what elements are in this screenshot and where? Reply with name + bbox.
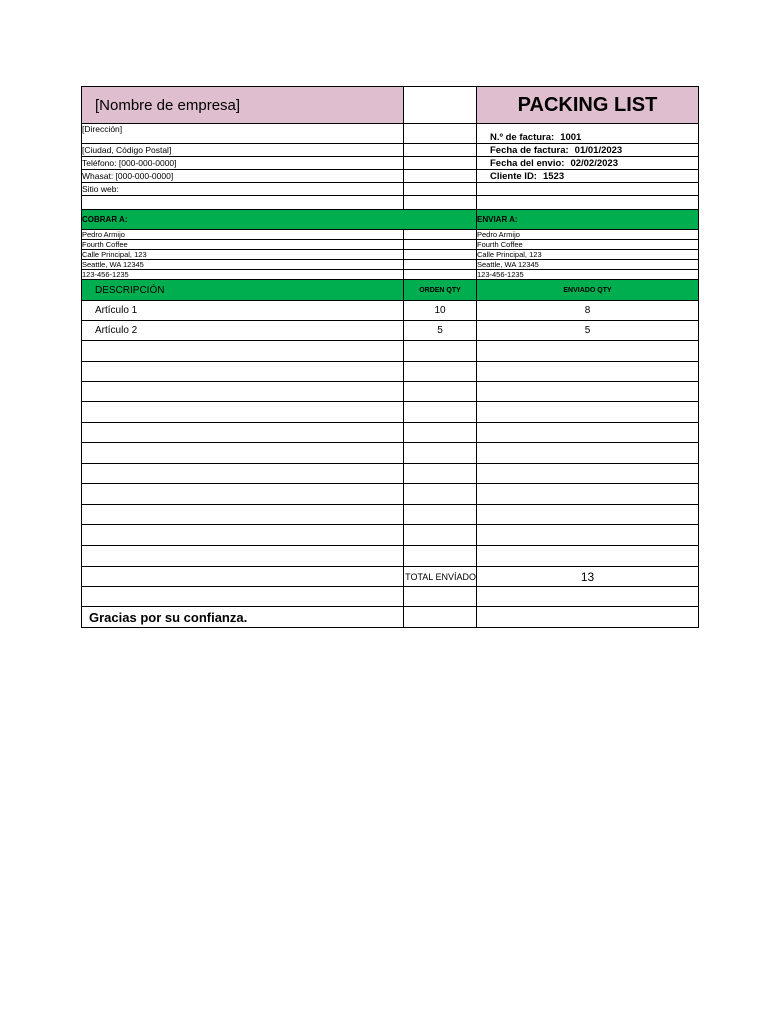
blank-cell — [477, 183, 699, 196]
item-order-qty[interactable]: 10 — [404, 301, 477, 321]
empty-cell[interactable] — [404, 546, 477, 567]
empty-cell[interactable] — [82, 341, 404, 362]
item-shipped-qty[interactable]: 8 — [477, 301, 699, 321]
table-row — [82, 382, 699, 402]
invoice-date-label: Fecha de factura: — [490, 144, 569, 156]
empty-cell[interactable] — [404, 587, 477, 607]
blank-cell — [404, 87, 477, 124]
ship-date-cell[interactable] — [477, 157, 699, 170]
empty-cell[interactable] — [404, 464, 477, 484]
blank-cell — [404, 260, 477, 270]
invoice-number-value: 1001 — [560, 132, 582, 143]
table-row — [82, 362, 699, 382]
items-header-row — [82, 280, 699, 301]
empty-cell[interactable] — [82, 362, 404, 382]
empty-cell[interactable] — [82, 546, 404, 567]
table-row — [82, 525, 699, 546]
company-city-zip[interactable]: [Ciudad, Código Postal] — [82, 144, 404, 157]
empty-cell[interactable] — [477, 402, 699, 423]
company-website[interactable]: Sitio web: — [82, 183, 404, 196]
total-shipped-label: TOTAL ENVÍADO — [404, 567, 477, 587]
empty-cell[interactable] — [477, 423, 699, 443]
blank-cell — [404, 270, 477, 280]
client-id-cell[interactable] — [477, 170, 699, 183]
empty-cell — [82, 567, 404, 587]
empty-cell[interactable] — [82, 587, 404, 607]
bill-to-line[interactable]: Seattle, WA 12345 — [82, 260, 404, 270]
empty-cell[interactable] — [477, 464, 699, 484]
empty-cell[interactable] — [404, 362, 477, 382]
empty-cell[interactable] — [82, 382, 404, 402]
info-row — [82, 144, 699, 157]
address-row — [82, 260, 699, 270]
total-row — [82, 567, 699, 587]
empty-cell[interactable] — [404, 402, 477, 423]
company-name[interactable]: [Nombre de empresa] — [82, 87, 404, 124]
invoice-date-cell[interactable] — [477, 144, 699, 157]
info-row — [82, 183, 699, 196]
blank-cell — [404, 157, 477, 170]
blank-cell — [404, 250, 477, 260]
empty-cell[interactable] — [477, 362, 699, 382]
item-shipped-qty[interactable]: 5 — [477, 321, 699, 341]
empty-cell[interactable] — [477, 382, 699, 402]
address-row — [82, 240, 699, 250]
empty-cell[interactable] — [82, 525, 404, 546]
empty-cell[interactable] — [82, 464, 404, 484]
empty-cell[interactable] — [404, 382, 477, 402]
table-row — [82, 505, 699, 525]
empty-cell[interactable] — [477, 484, 699, 505]
ship-to-line[interactable]: 123-456-1235 — [477, 270, 699, 280]
invoice-date-value: 01/01/2023 — [574, 144, 623, 156]
invoice-number-label: N.º de factura: — [490, 132, 555, 143]
spacer-row — [82, 196, 699, 210]
empty-cell[interactable] — [404, 341, 477, 362]
invoice-number-cell[interactable] — [477, 124, 699, 144]
client-id-value: 1523 — [542, 170, 565, 182]
title-row — [82, 87, 699, 124]
footer-row — [82, 607, 699, 628]
ship-to-line[interactable]: Pedro Armijo — [477, 230, 699, 240]
blank-cell — [404, 144, 477, 157]
empty-cell[interactable] — [82, 402, 404, 423]
empty-cell[interactable] — [404, 484, 477, 505]
table-row — [82, 423, 699, 443]
address-row — [82, 270, 699, 280]
item-order-qty[interactable]: 5 — [404, 321, 477, 341]
bill-to-line[interactable]: 123-456-1235 — [82, 270, 404, 280]
empty-cell[interactable] — [404, 505, 477, 525]
blank-cell — [404, 124, 477, 144]
thanks-message: Gracias por su confianza. — [82, 607, 404, 628]
empty-cell[interactable] — [477, 546, 699, 567]
empty-cell[interactable] — [404, 423, 477, 443]
document-title: PACKING LIST — [477, 87, 699, 124]
company-address[interactable]: [Dirección] — [82, 124, 404, 144]
table-row — [82, 546, 699, 567]
address-header-row — [82, 210, 699, 230]
table-row — [82, 301, 699, 321]
blank-cell — [477, 196, 699, 210]
empty-cell[interactable] — [404, 525, 477, 546]
column-header-order-qty: ORDEN QTY — [404, 280, 477, 301]
empty-cell[interactable] — [477, 443, 699, 464]
empty-cell[interactable] — [82, 443, 404, 464]
address-row — [82, 250, 699, 260]
address-row — [82, 230, 699, 240]
table-row — [82, 464, 699, 484]
bill-to-label: COBRAR A: — [82, 210, 477, 230]
client-id-label: Cliente ID: — [490, 170, 537, 182]
item-description[interactable]: Artículo 1 — [82, 301, 404, 321]
empty-cell — [477, 607, 699, 628]
table-row — [82, 587, 699, 607]
empty-cell[interactable] — [404, 443, 477, 464]
table-row — [82, 402, 699, 423]
empty-cell[interactable] — [82, 423, 404, 443]
empty-cell[interactable] — [82, 505, 404, 525]
blank-cell — [404, 183, 477, 196]
ship-date-value: 02/02/2023 — [570, 157, 618, 169]
ship-date-label: Fecha del envio: — [490, 157, 565, 169]
column-header-shipped-qty: ENVIADO QTY — [477, 280, 699, 301]
item-description[interactable]: Artículo 2 — [82, 321, 404, 341]
ship-to-label: ENVIAR A: — [477, 210, 699, 230]
empty-cell — [404, 607, 477, 628]
table-row — [82, 341, 699, 362]
company-whatsapp[interactable]: Whasat: [000-000-0000] — [82, 170, 404, 183]
blank-cell — [404, 240, 477, 250]
bill-to-line[interactable]: Calle Principal, 123 — [82, 250, 404, 260]
info-row — [82, 170, 699, 183]
empty-cell[interactable] — [477, 505, 699, 525]
total-shipped-value[interactable]: 13 — [477, 567, 699, 587]
blank-cell — [404, 196, 477, 210]
blank-cell — [404, 230, 477, 240]
empty-cell[interactable] — [82, 484, 404, 505]
packing-list-sheet — [81, 86, 699, 628]
ship-to-line[interactable]: Calle Principal, 123 — [477, 250, 699, 260]
company-phone[interactable]: Teléfono: [000-000-0000] — [82, 157, 404, 170]
empty-cell[interactable] — [477, 341, 699, 362]
column-header-description: DESCRIPCIÓN — [82, 280, 404, 301]
empty-cell[interactable] — [477, 587, 699, 607]
blank-cell — [404, 170, 477, 183]
empty-cell[interactable] — [477, 525, 699, 546]
ship-to-line[interactable]: Fourth Coffee — [477, 240, 699, 250]
table-row — [82, 321, 699, 341]
bill-to-line[interactable]: Pedro Armijo — [82, 230, 404, 240]
bill-to-line[interactable]: Fourth Coffee — [82, 240, 404, 250]
blank-cell — [82, 196, 404, 210]
info-row — [82, 124, 699, 144]
table-row — [82, 484, 699, 505]
ship-to-line[interactable]: Seattle, WA 12345 — [477, 260, 699, 270]
table-row — [82, 443, 699, 464]
info-row — [82, 157, 699, 170]
